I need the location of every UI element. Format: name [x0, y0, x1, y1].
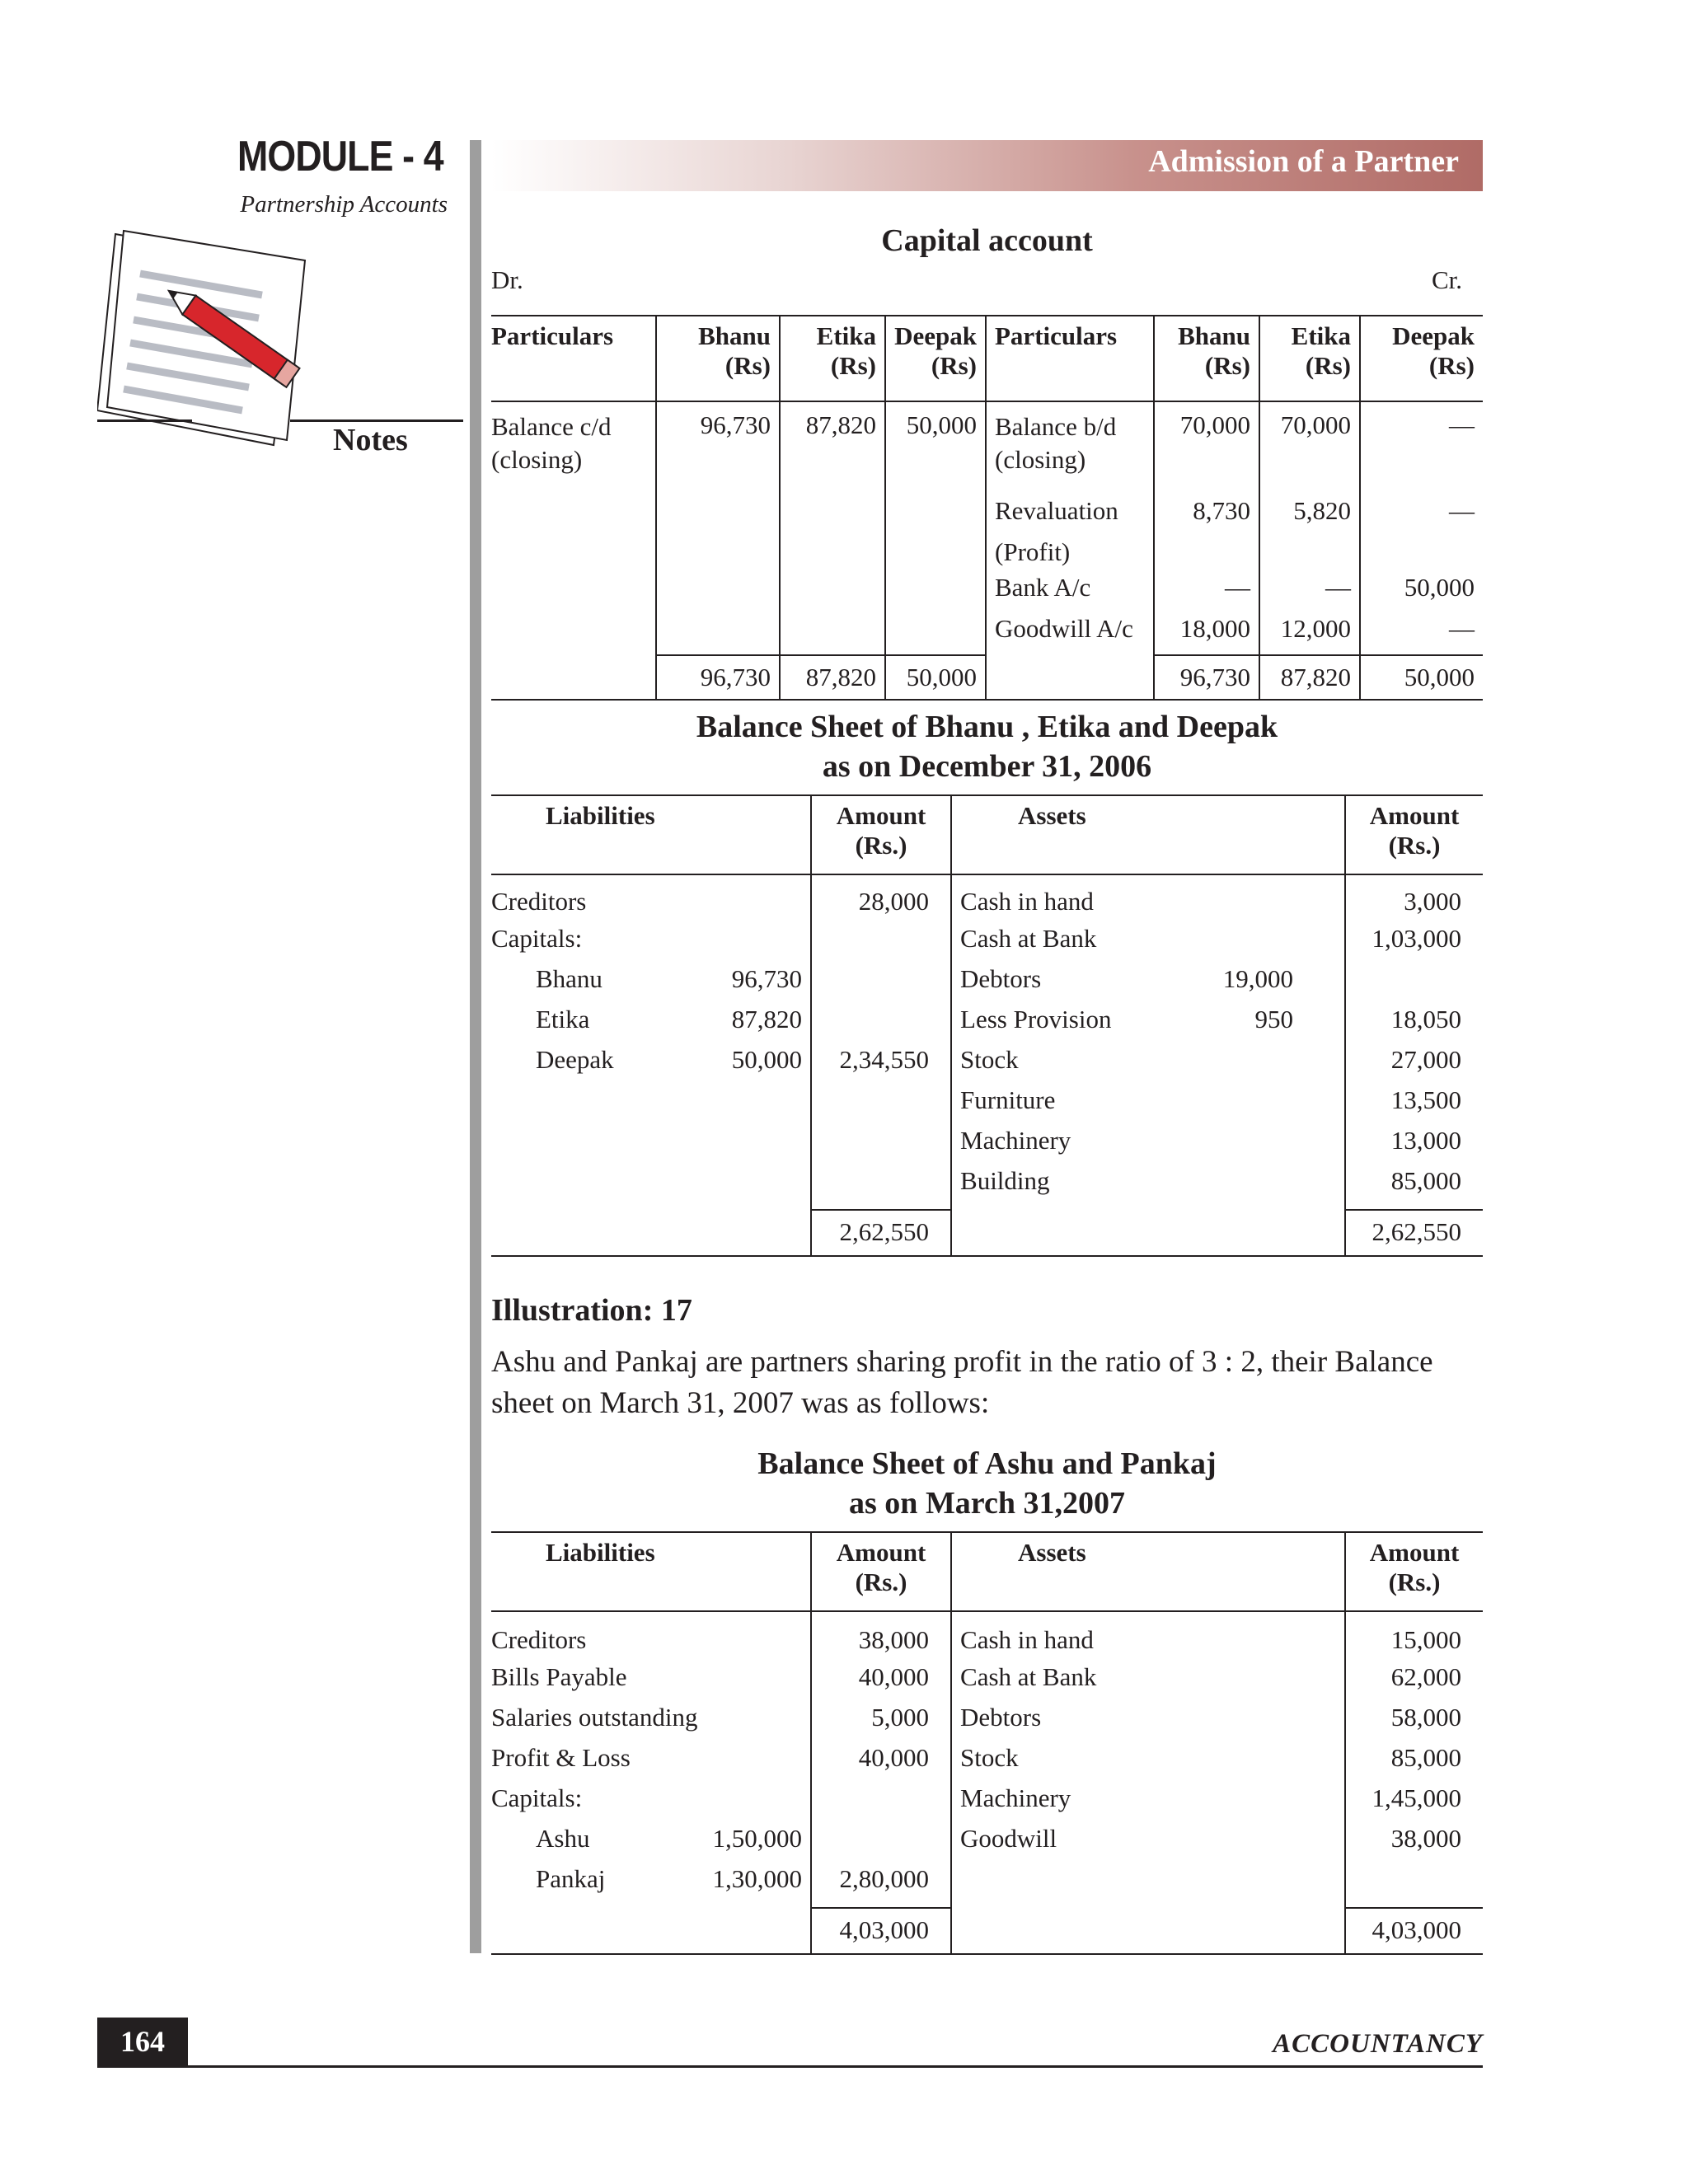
notes-label: Notes — [333, 423, 408, 457]
illustration-heading: Illustration: 17 — [491, 1293, 692, 1328]
bs1-total-assets: 2,62,550 — [1345, 1210, 1483, 1256]
credit-etika: 12,000 — [1259, 614, 1360, 655]
balance-sheet-1-title: Balance Sheet of Bhanu , Etika and Deepak as on December 31, 2006 — [696, 710, 1278, 784]
credit-deepak: — — [1360, 614, 1483, 655]
table-row: Bills Payable 40,000 Cash at Bank 62,000 — [491, 1662, 1483, 1703]
bs2-col-assets: Assets — [951, 1532, 1345, 1611]
page-number: 164 — [97, 2018, 188, 2065]
table-row: Ashu 1,50,000 Goodwill 38,000 — [491, 1824, 1483, 1864]
debit-label: Dr. — [491, 265, 523, 294]
bs1-total-liabilities: 2,62,550 — [811, 1210, 951, 1256]
col-deepak-dr: Deepak (Rs) — [885, 316, 986, 401]
table-row: Salaries outstanding 5,000 Debtors 58,000 — [491, 1703, 1483, 1743]
footer-rule — [97, 2065, 1483, 2068]
bs1-total-row — [491, 1210, 1483, 1256]
footer-label: ACCOUNTANCY — [1273, 2029, 1483, 2059]
total-etika-dr: 87,820 — [780, 655, 885, 700]
illustration-text: Ashu and Pankaj are partners sharing profit in the ratio of 3 : 2, their Balance sheet on March 31, 2007 was as follows: — [491, 1345, 1433, 1420]
table-row: Profit & Loss 40,000 Stock 85,000 — [491, 1743, 1483, 1783]
bs2-total-liabilities: 4,03,000 — [811, 1908, 951, 1954]
balance-sheet-2-table — [491, 1531, 1483, 1955]
bs1-col-assets: Assets — [951, 795, 1345, 874]
bs2-col-liabilities: Liabilities — [546, 1538, 655, 1567]
credit-deepak: — — [1360, 490, 1483, 573]
bs2-total-assets: 4,03,000 — [1345, 1908, 1483, 1954]
table-row: Bhanu 96,730 Debtors 19,000 — [491, 964, 1483, 1005]
table-row: Machinery 13,000 — [491, 1126, 1483, 1166]
table-row: Creditors 38,000 Cash in hand 15,000 — [491, 1611, 1483, 1662]
col-particulars-cr: Particulars — [986, 316, 1154, 401]
notes-divider-left — [97, 419, 192, 422]
table-row: Capitals: Cash at Bank 1,03,000 — [491, 924, 1483, 964]
capital-total-row — [491, 655, 1483, 700]
credit-bhanu: 70,000 — [1154, 401, 1259, 490]
credit-particular: Bank A/c — [986, 573, 1154, 614]
margin-vertical-bar — [470, 140, 481, 1953]
capital-account-table — [491, 315, 1483, 701]
bs1-col-amount-a: Amount (Rs.) — [1345, 795, 1483, 874]
credit-deepak: 50,000 — [1360, 573, 1483, 614]
capital-account-title: Capital account — [881, 223, 1093, 258]
module-title: MODULE - 4 — [237, 133, 443, 180]
credit-bhanu: 8,730 — [1154, 490, 1259, 573]
credit-particular: Revaluation (Profit) — [986, 490, 1154, 573]
table-row: Furniture 13,500 — [491, 1085, 1483, 1126]
credit-bhanu: — — [1154, 573, 1259, 614]
col-bhanu-dr: Bhanu (Rs) — [656, 316, 780, 401]
capital-header-row — [491, 316, 1483, 401]
balance-sheet-2-title: Balance Sheet of Ashu and Pankaj as on March 31,2007 — [757, 1446, 1217, 1521]
credit-etika: 70,000 — [1259, 401, 1360, 490]
total-deepak-dr: 50,000 — [885, 655, 986, 700]
module-subtitle: Partnership Accounts — [240, 191, 448, 218]
credit-particular: Goodwill A/c — [986, 614, 1154, 655]
col-etika-cr: Etika (Rs) — [1259, 316, 1360, 401]
capital-row-balance — [491, 401, 1483, 490]
col-bhanu-cr: Bhanu (Rs) — [1154, 316, 1259, 401]
col-etika-dr: Etika (Rs) — [780, 316, 885, 401]
chapter-title: Admission of a Partner — [1148, 144, 1459, 179]
bs1-col-liabilities: Liabilities — [546, 801, 655, 830]
bs2-total-row — [491, 1908, 1483, 1954]
total-deepak-cr: 50,000 — [1360, 655, 1483, 700]
bs2-col-amount-a: Amount (Rs.) — [1345, 1532, 1483, 1611]
debit-particular: Balance c/d (closing) — [491, 412, 612, 474]
debit-bhanu: 96,730 — [656, 401, 780, 655]
bs1-col-amount-l: Amount (Rs.) — [811, 795, 951, 874]
table-row: Creditors 28,000 Cash in hand 3,000 — [491, 874, 1483, 924]
col-particulars-dr: Particulars — [491, 321, 614, 350]
bs1-header-row — [491, 795, 1483, 874]
credit-etika: — — [1259, 573, 1360, 614]
credit-particular: Balance b/d (closing) — [986, 401, 1154, 490]
table-row: Pankaj 1,30,000 2,80,000 — [491, 1864, 1483, 1908]
col-deepak-cr: Deepak (Rs) — [1360, 316, 1483, 401]
total-bhanu-cr: 96,730 — [1154, 655, 1259, 700]
credit-etika: 5,820 — [1259, 490, 1360, 573]
table-row: Etika 87,820 Less Provision 950 18,050 — [491, 1005, 1483, 1045]
bs2-col-amount-l: Amount (Rs.) — [811, 1532, 951, 1611]
bs2-header-row — [491, 1532, 1483, 1611]
table-row: Deepak 50,000 2,34,550 Stock 27,000 — [491, 1045, 1483, 1085]
table-row: Capitals: Machinery 1,45,000 — [491, 1783, 1483, 1824]
credit-label: Cr. — [1431, 265, 1462, 294]
debit-etika: 87,820 — [780, 401, 885, 655]
credit-bhanu: 18,000 — [1154, 614, 1259, 655]
balance-sheet-1-table — [491, 794, 1483, 1257]
total-etika-cr: 87,820 — [1259, 655, 1360, 700]
total-bhanu-dr: 96,730 — [656, 655, 780, 700]
table-row: Building 85,000 — [491, 1166, 1483, 1210]
credit-deepak: — — [1360, 401, 1483, 490]
debit-deepak: 50,000 — [885, 401, 986, 655]
